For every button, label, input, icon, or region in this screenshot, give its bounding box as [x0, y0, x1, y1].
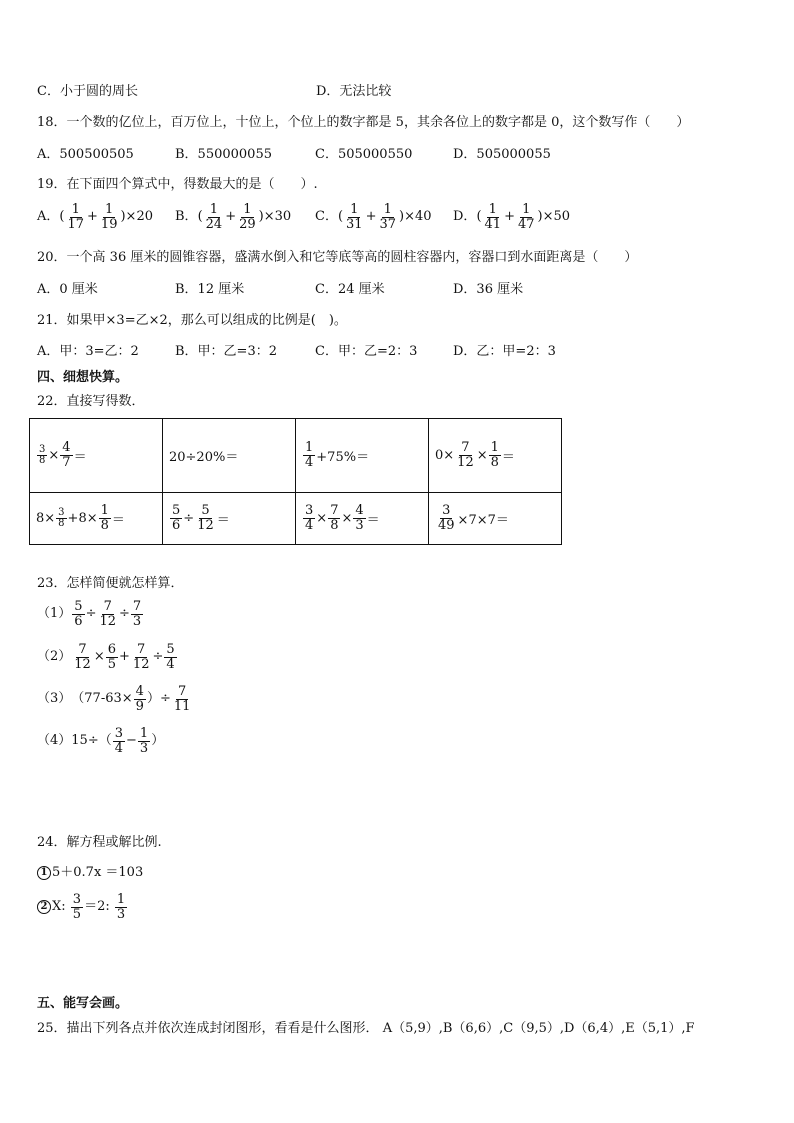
q22-cell-4: 0× $\frac{7}{12}$ × $\frac{1}{8}$ ＝: [429, 419, 562, 493]
q24-equation-1: 1 5＋0.7x ＝103: [37, 864, 143, 882]
q23-stem: 23．怎样简便就怎样算．: [37, 576, 184, 591]
section-4-heading: 四、细想快算。: [37, 370, 129, 385]
q25-points: A（5,9）,B（6,6）,C（9,5）,D（6,4）,E（5,1）,F: [382, 1021, 695, 1036]
q18-option-a: A．500500505: [37, 147, 134, 162]
q18-option-d: D．505000055: [453, 147, 551, 162]
q18-option-b: B．550000055: [175, 147, 272, 162]
q23-part-1: （1） $\frac{5}{6}$ ÷ $\frac{7}{12}$ ÷ $\frac{7}{3}$: [37, 599, 142, 629]
q21-option-b: B．甲：乙=3：2: [175, 344, 277, 359]
q20-option-a: A．0 厘米: [37, 282, 98, 297]
q21-stem: 21．如果甲×3=乙×2，那么可以组成的比例是( )。: [37, 313, 347, 328]
q23-part-4: （4） 15÷（ $\frac{3}{4}$ − $\frac{1}{3}$ ）: [37, 726, 165, 756]
q20-option-b: B．12 厘米: [175, 282, 245, 297]
q19-option-c: C． ( $\frac{1}{31}$ + $\frac{1}{37}$ ) ×40: [315, 202, 432, 232]
q22-cell-2: 20÷20%＝: [163, 419, 296, 493]
q22-table: [29, 418, 562, 545]
q23-part-3: （3） （77-63× $\frac{4}{9}$ ）÷ $\frac{7}{11}$: [37, 684, 191, 714]
q20-stem: 20．一个高 36 厘米的圆锥容器，盛满水倒入和它等底等高的圆柱容器内，容器口到水面距离是（ ）: [37, 250, 638, 265]
q25-stem: 25．描出下列各点并依次连成封闭图形，看看是什么图形． A（5,9）,B（6,6）,C（9,5）,D（6,4）,E（5,1）,F: [37, 1021, 695, 1036]
q20-option-d: D．36 厘米: [453, 282, 524, 297]
q17-option-d: D．无法比较: [316, 84, 392, 99]
q19-option-b: B． ( $\frac{1}{24}$ + $\frac{1}{29}$ ) ×30: [175, 202, 292, 232]
q22-cell-1: $\frac{3}{8}$ × $\frac{4}{7}$ ＝: [30, 419, 163, 493]
circled-number-1: 1: [37, 866, 51, 880]
q21-option-a: A．甲：3=乙：2: [37, 344, 139, 359]
q24-equation-2: 2 X: $\frac{3}{5}$ ＝2: $\frac{1}{3}$: [37, 893, 128, 921]
q23-part-2: （2） $\frac{7}{12}$ × $\frac{6}{5}$ + $\frac{7}{12}$ ÷ $\frac{5}{4}$: [37, 642, 175, 672]
q18-option-c: C．505000550: [315, 147, 413, 162]
section-5-heading: 五、能写会画。: [37, 996, 129, 1011]
circled-number-2: 2: [37, 900, 51, 914]
q20-option-c: C．24 厘米: [315, 282, 385, 297]
q21-option-c: C．甲：乙=2：3: [315, 344, 418, 359]
q19-stem: 19．在下面四个算式中，得数最大的是（ ）.: [37, 177, 318, 192]
q19-option-a: A． ( $\frac{1}{17}$ + $\frac{1}{19}$ ) ×20: [37, 202, 153, 232]
q22-cell-6: $\frac{5}{6}$ ÷ $\frac{5}{12}$ ＝: [163, 493, 296, 545]
q22-stem: 22．直接写得数．: [37, 394, 145, 409]
q21-option-d: D．乙：甲=2：3: [453, 344, 556, 359]
q22-cell-7: $\frac{3}{4}$ × $\frac{7}{8}$ × $\frac{4}{3}$ ＝: [296, 493, 429, 545]
q17-option-c: C．小于圆的周长: [37, 84, 138, 99]
q24-stem: 24．解方程或解比例.: [37, 835, 162, 850]
q22-cell-8: $\frac{3}{49}$ ×7×7＝: [429, 493, 562, 545]
q22-cell-5: 8× $\frac{3}{8}$ +8× $\frac{1}{8}$ ＝: [30, 493, 163, 545]
q18-stem: 18．一个数的亿位上，百万位上，十位上，个位上的数字都是 5，其余各位上的数字都是 0，这个数写作（ ）: [37, 115, 690, 130]
q22-cell-3: $\frac{1}{4}$ +75%＝: [296, 419, 429, 493]
q19-option-d: D． ( $\frac{1}{41}$ + $\frac{1}{47}$ ) ×50: [453, 202, 571, 232]
